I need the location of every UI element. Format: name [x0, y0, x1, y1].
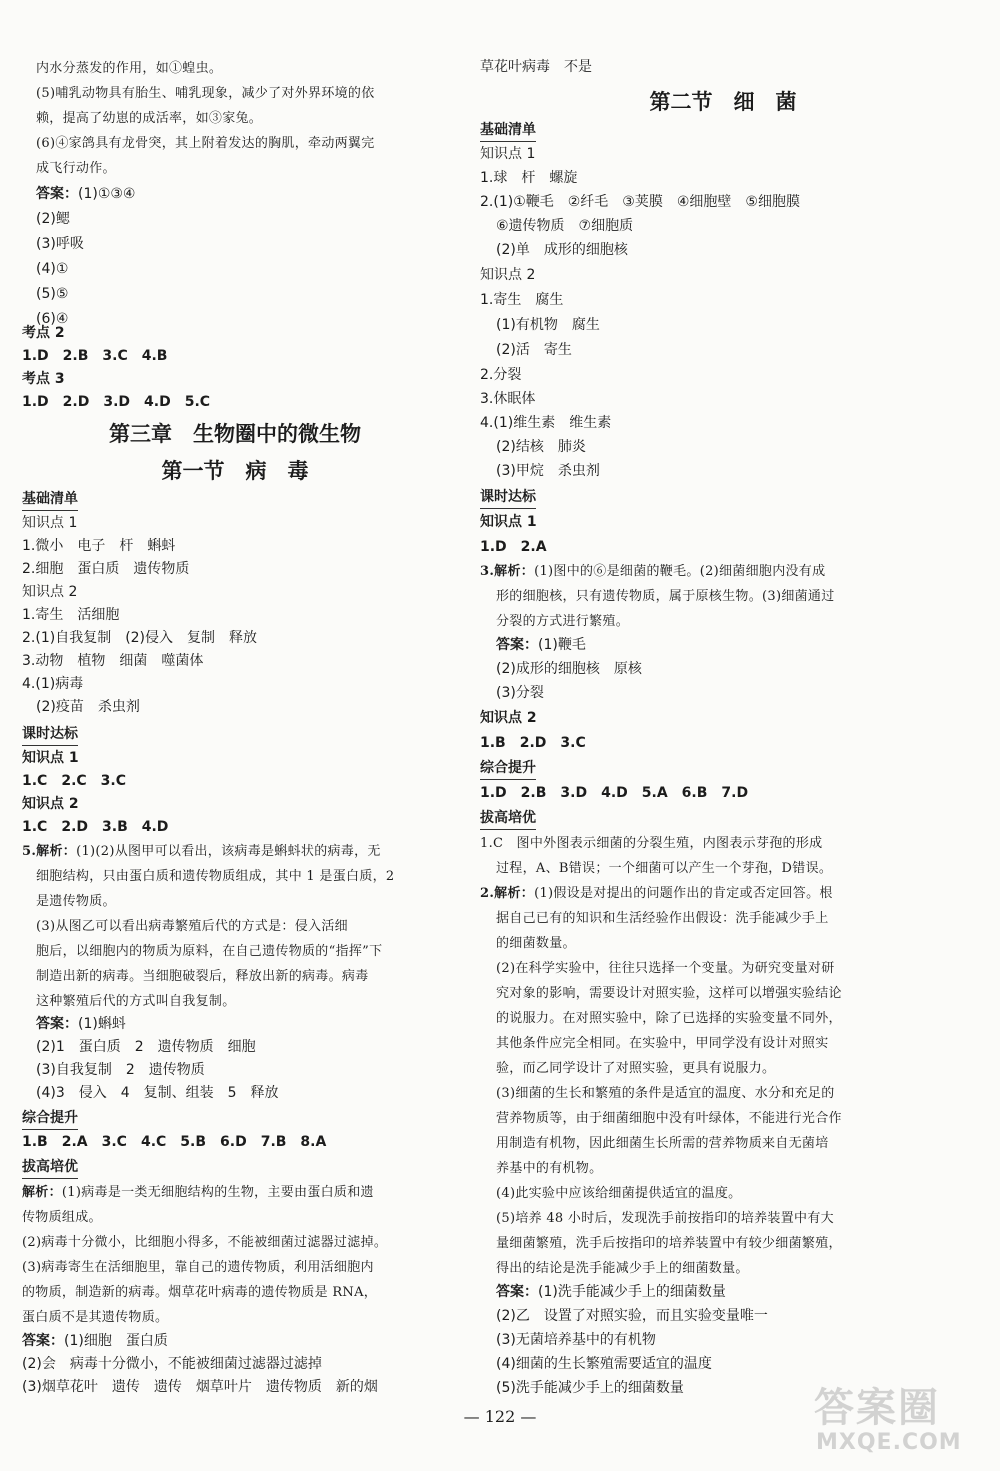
answer-label: 答案：	[36, 1016, 78, 1032]
explanation-line: 制造出新的病毒。当细胞破裂后，释放出新的病毒。病毒	[36, 969, 369, 984]
kaodian-label: 考点 2	[22, 325, 65, 341]
explanation-text: (1)(2)从图甲可以看出，该病毒是蝌蚪状的病毒，无	[76, 844, 381, 859]
answer-label: 答案：	[496, 637, 538, 653]
section-heading: 课时达标	[22, 724, 78, 746]
answer-line	[36, 1013, 126, 1035]
text-line: 4.(1)病毒	[22, 676, 84, 692]
answer-line: 1.B 2.A 3.C 4.C 5.B 6.D 7.B 8.A	[22, 1134, 327, 1150]
answer-line	[22, 1330, 168, 1352]
text-line: 4.(1)维生素 维生素	[480, 415, 612, 431]
knowledge-point-label: 知识点 1	[22, 750, 79, 766]
text-line: (2)结核 肺炎	[496, 439, 586, 455]
answer-line: 1.D 2.A	[480, 539, 547, 555]
watermark-text: 答案圈	[814, 1384, 940, 1431]
explanation-label: 解析：	[494, 564, 535, 579]
answer-line: (3)自我复制 2 遗传物质	[36, 1062, 205, 1078]
explanation-line: 胞后，以细胞内的物质为原料，在自己遗传物质的“指挥”下	[36, 944, 383, 959]
text-line: 成飞行动作。	[36, 161, 116, 176]
text-line: (2)活 寄生	[496, 342, 572, 358]
text-line: (3)甲烷 杀虫剂	[496, 463, 600, 479]
text-line: (5)哺乳动物具有胎生、哺乳现象，减少了对外界环境的依	[36, 86, 375, 101]
explanation-line: 营养物质等，由于细菌细胞中没有叶绿体，不能进行光合作	[496, 1111, 842, 1126]
text-line: 3.动物 植物 细菌 噬菌体	[22, 653, 204, 669]
answer-line: (4)细菌的生长繁殖需要适宜的温度	[496, 1356, 712, 1372]
explanation-text: (1)假设是对提出的问题作出的肯定或否定回答。根	[534, 886, 833, 901]
answer-text: (1)鞭毛	[538, 637, 586, 653]
text-line: 1.微小 电子 杆 蝌蚪	[22, 538, 176, 554]
explanation-line: 这种繁殖后代的方式叫自我复制。	[36, 994, 236, 1009]
explanation-line: 2.解析：(1)假设是对提出的问题作出的肯定或否定回答。根	[480, 886, 833, 901]
section-title: 第二节 细 菌	[649, 89, 797, 114]
answer-line: (3)烟草花叶 遗传 遗传 烟草叶片 遗传物质 新的烟	[22, 1379, 378, 1395]
explanation-line: 用制造有机物，因此细菌生长所需的营养物质来自无菌培	[496, 1136, 829, 1151]
explanation-label: 解析：	[22, 1185, 62, 1200]
explanation-line: 形的细胞核，只有遗传物质，属于原核生物。(3)细菌通过	[496, 589, 835, 604]
text-line: 赖，提高了幼崽的成活率，如③家兔。	[36, 111, 263, 126]
explanation-line: (5)培养 48 小时后，发现洗手前按指印的培养装置中有大	[496, 1211, 834, 1226]
section-title: 第一节 病 毒	[161, 458, 309, 483]
section-heading: 综合提升	[480, 758, 536, 780]
answer-line: 1.B 2.D 3.C	[480, 735, 586, 751]
section-heading: 综合提升	[22, 1108, 78, 1130]
explanation-line: 量细菌繁殖，洗手后按指印的培养装置中有较少细菌繁殖，	[496, 1236, 842, 1251]
answer-text: (1)细胞 蛋白质	[64, 1333, 168, 1349]
answer-line: 1.D 2.B 3.C 4.B	[22, 348, 168, 364]
chapter-title: 第三章 生物圈中的微生物	[109, 421, 361, 446]
section-heading: 课时达标	[480, 487, 536, 509]
section-heading: 拔高培优	[480, 808, 536, 830]
answer-line: (2)成形的细胞核 原核	[496, 661, 642, 677]
answer-line: (2)会 病毒十分微小，不能被细菌过滤器过滤掉	[22, 1356, 322, 1372]
answer-line	[36, 183, 135, 205]
explanation-label: 解析：	[494, 886, 535, 901]
answer-line: (4)3 侵入 4 复制、组装 5 释放	[36, 1085, 279, 1101]
answer-text: (1)洗手能减少手上的细菌数量	[538, 1284, 726, 1300]
explanation-line: (3)细菌的生长和繁殖的条件是适宜的温度、水分和充足的	[496, 1086, 835, 1101]
explanation-line: 的细菌数量。	[496, 936, 576, 951]
answer-line: 1.D 2.D 3.D 4.D 5.C	[22, 394, 211, 410]
answer-text: (1)蝌蚪	[78, 1016, 126, 1032]
answer-line: (4)①	[36, 261, 69, 277]
explanation-line	[22, 1182, 374, 1204]
explanation-label: 解析：	[36, 844, 77, 859]
text-line: 2.(1)①鞭毛 ②纤毛 ③荚膜 ④细胞壁 ⑤细胞膜	[480, 194, 800, 210]
explanation-line: (3)病毒寄生在活细胞里，靠自己的遗传物质，利用活细胞内	[22, 1260, 374, 1275]
explanation-text: (1)图中的⑥是细菌的鞭毛。(2)细菌细胞内没有成	[534, 564, 826, 579]
text-line: (6)④家鸽具有龙骨突，其上附着发达的胸肌，牵动两翼完	[36, 136, 375, 151]
explanation-line: 蛋白质不是其遗传物质。	[22, 1310, 169, 1325]
text-line: 2.分裂	[480, 367, 522, 383]
answer-line: (2)1 蛋白质 2 遗传物质 细胞	[36, 1039, 256, 1055]
watermark-logo	[808, 1376, 988, 1462]
answer-line: (3)无菌培养基中的有机物	[496, 1332, 656, 1348]
explanation-line: 3.解析：(1)图中的⑥是细菌的鞭毛。(2)细菌细胞内没有成	[480, 564, 826, 579]
text-line: 3.休眠体	[480, 391, 536, 407]
section-heading: 基础清单	[480, 120, 536, 142]
knowledge-point-label: 知识点 2	[22, 796, 79, 812]
knowledge-point-label: 知识点 1	[480, 146, 536, 162]
text-line: 1.寄生 腐生	[480, 292, 564, 308]
text-line: 1.球 杆 螺旋	[480, 170, 578, 186]
text-line: 草花叶病毒 不是	[480, 59, 592, 75]
text-line: 1.寄生 活细胞	[22, 607, 120, 623]
explanation-line: 验，而乙同学设计了对照实验，更具有说服力。	[496, 1061, 776, 1076]
section-heading: 拔高培优	[22, 1157, 78, 1179]
text-line: 内水分蒸发的作用，如①蝗虫。	[36, 61, 223, 76]
answer-label: 答案：	[22, 1333, 64, 1349]
page-number: — 122 —	[463, 1407, 537, 1426]
explanation-line: 传物质组成。	[22, 1210, 102, 1225]
answer-line: 1.C 2.D 3.B 4.D	[22, 819, 169, 835]
explanation-line: 得出的结论是洗手能减少手上的细菌数量。	[496, 1261, 749, 1276]
text-line: ⑥遗传物质 ⑦细胞质	[496, 218, 634, 234]
watermark-url: MXQE.COM	[816, 1430, 962, 1455]
answer-line	[496, 1281, 726, 1303]
answer-label: 答案：	[36, 186, 78, 202]
answer-line: (6)④	[36, 311, 69, 327]
answer-label: 答案：	[496, 1284, 538, 1300]
explanation-line: 养基中的有机物。	[496, 1161, 603, 1176]
section-heading: 基础清单	[22, 489, 78, 511]
explanation-line: 据自己已有的知识和生活经验作出假设：洗手能减少手上	[496, 911, 829, 926]
explanation-line: (4)此实验中应该给细菌提供适宜的温度。	[496, 1186, 742, 1201]
answer-line: (2)鳃	[36, 211, 70, 227]
explanation-line: (3)从图乙可以看出病毒繁殖后代的方式是：侵入活细	[36, 919, 348, 934]
explanation-line: 分裂的方式进行繁殖。	[496, 614, 630, 629]
text-line: 2.(1)自我复制 (2)侵入 复制 释放	[22, 630, 258, 646]
explanation-line: 的说服力。在对照实验中，除了已选择的实验变量不同外，	[496, 1011, 842, 1026]
answer-line: (5)⑤	[36, 286, 69, 302]
explanation-text: (1)病毒是一类无细胞结构的生物，主要由蛋白质和遗	[61, 1185, 374, 1200]
answer-line: 1.C 2.C 3.C	[22, 773, 127, 789]
explanation-line: 过程，A、B错误；一个细菌可以产生一个芽孢，D错误。	[496, 861, 833, 876]
answer-line: (3)分裂	[496, 685, 544, 701]
explanation-line: 5.解析：(1)(2)从图甲可以看出，该病毒是蝌蚪状的病毒，无	[22, 844, 381, 859]
explanation-line: (2)病毒十分微小，比细胞小得多，不能被细菌过滤器过滤掉。	[22, 1235, 388, 1250]
explanation-line: 细胞结构，只由蛋白质和遗传物质组成，其中 1 是蛋白质，2	[36, 869, 395, 884]
text-line: (2)单 成形的细胞核	[496, 242, 628, 258]
text-line: (1)有机物 腐生	[496, 317, 600, 333]
explanation-line: 的物质，制造新的病毒。烟草花叶病毒的遗传物质是 RNA，	[22, 1285, 378, 1300]
explanation-line: 是遗传物质。	[36, 894, 116, 909]
explanation-line: (2)在科学实验中，往往只选择一个变量。为研究变量对研	[496, 961, 835, 976]
answer-text: (1)①③④	[78, 186, 136, 202]
text-line: (2)疫苗 杀虫剂	[36, 699, 140, 715]
explanation-line: 1.C 图中外图表示细菌的分裂生殖，内图表示芽孢的形成	[480, 836, 823, 851]
answer-line: (5)洗手能减少手上的细菌数量	[496, 1380, 684, 1396]
explanation-line: 究对象的影响，需要设计对照实验，这样可以增强实验结论	[496, 986, 842, 1001]
answer-line: 1.D 2.B 3.D 4.D 5.A 6.B 7.D	[480, 785, 749, 801]
kaodian-label: 考点 3	[22, 371, 65, 387]
text-line: 2.细胞 蛋白质 遗传物质	[22, 561, 190, 577]
knowledge-point-label: 知识点 2	[480, 267, 536, 283]
answer-line: (2)乙 设置了对照实验，而且实验变量唯一	[496, 1308, 768, 1324]
knowledge-point-label: 知识点 2	[480, 710, 537, 726]
knowledge-point-label: 知识点 1	[22, 515, 78, 531]
knowledge-point-label: 知识点 2	[22, 584, 78, 600]
answer-line	[496, 634, 586, 656]
explanation-line: 其他条件应完全相同。在实验中，甲同学没有设计对照实	[496, 1036, 829, 1051]
answer-line: (3)呼吸	[36, 236, 84, 252]
knowledge-point-label: 知识点 1	[480, 514, 537, 530]
